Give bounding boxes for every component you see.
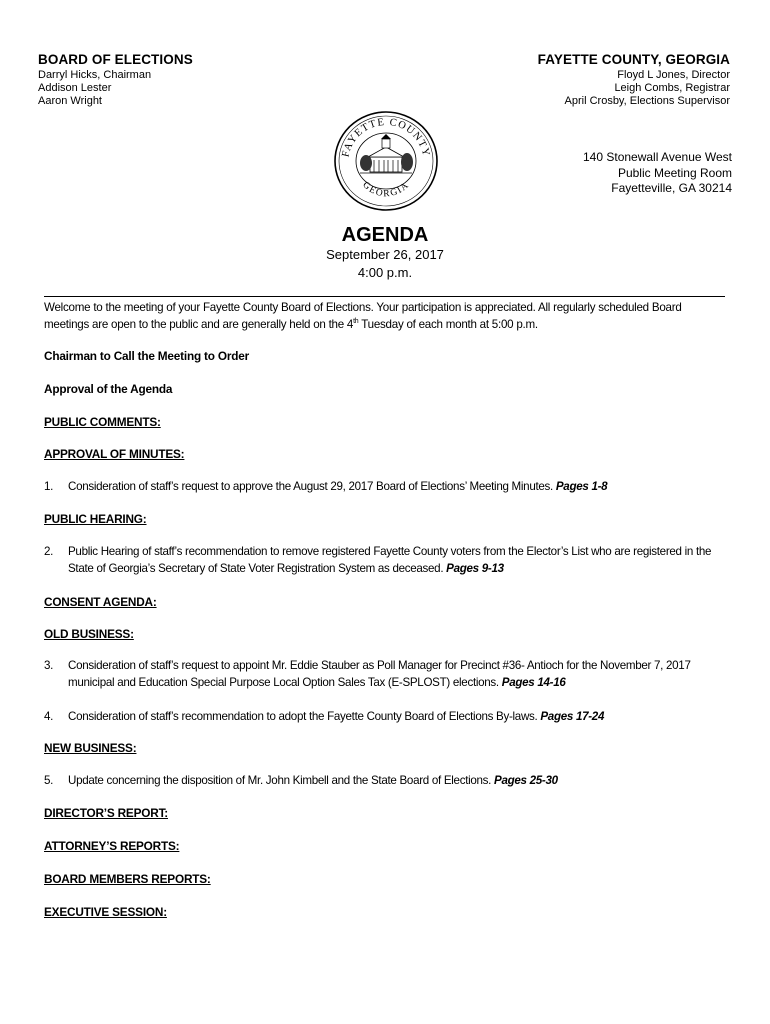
staff-director: Floyd L Jones, Director [617,69,730,81]
item-pages: Pages 1-8 [555,480,608,493]
board-member-2: Addison Lester [38,82,112,94]
call-to-order-heading: Chairman to Call the Meeting to Order [44,349,249,363]
new-business-heading: NEW BUSINESS: [44,741,137,755]
welcome-paragraph [44,299,744,333]
agenda-title: AGENDA [341,224,429,246]
welcome-line-2a: meetings are open to the public and are generally held on the 4 [44,318,354,331]
approval-agenda-heading: Approval of the Agenda [44,382,173,396]
board-member-chairman: Darryl Hicks, Chairman [38,69,152,81]
board-member-3: Aaron Wright [38,95,102,107]
directors-report-heading: DIRECTOR’S REPORT: [44,806,168,820]
welcome-line-2-sup: th [353,318,359,326]
svg-text:GEORGIA [360,180,411,199]
county-title: FAYETTE COUNTY, GEORGIA [537,52,730,67]
staff-registrar: Leigh Combs, Registrar [614,82,730,94]
address-street: 140 Stonewall Avenue West [583,150,732,164]
executive-session-heading: EXECUTIVE SESSION: [44,905,167,919]
old-business-heading: OLD BUSINESS: [44,627,134,641]
item-pages: Pages 9-13 [446,561,504,575]
welcome-line-2b: Tuesday of each month at 5:00 p.m. [358,318,538,331]
staff-supervisor: April Crosby, Elections Supervisor [564,95,730,107]
agenda-item-1 [44,479,734,496]
welcome-line-2 [44,316,744,333]
agenda-date: September 26, 2017 [326,247,444,262]
divider-line [44,296,725,297]
item-pages: Pages 17-24 [540,710,605,723]
item-text: Consideration of staff’s request to appoint Mr. Eddie Stauber as Poll Manager for Precinct #36- Antioch for the November 7, 2017 municipal and Education Special Purpose Local Option Sales Tax (E-SPLOST) elections. [68,659,691,689]
item-pages: Pages 25-30 [494,774,558,787]
agenda-time: 4:00 p.m. [357,265,413,280]
board-of-elections-title: BOARD OF ELECTIONS [38,52,193,67]
address-room: Public Meeting Room [617,165,732,180]
county-seal-icon [330,107,442,215]
item-pages: Pages 14-16 [501,675,566,689]
seal-bottom-text: GEORGIA [360,180,412,200]
approval-minutes-heading: APPROVAL OF MINUTES: [44,447,185,461]
item-text: Consideration of staff’s recommendation to adopt the Fayette County Board of Elections By-laws. [68,710,541,723]
public-hearing-heading: PUBLIC HEARING: [44,512,147,526]
welcome-line-1: Welcome to the meeting of your Fayette County Board of Elections. Your participation is appreciated. All regularly scheduled Board [44,301,682,314]
agenda-item-2 [44,544,734,577]
address-block [583,150,732,197]
item-text: Public Hearing of staff’s recommendation to remove registered Fayette County voters from the Elector’s List who are registered in the State of Georgia’s Secretary of State Voter Registration System as deceased. [68,545,712,575]
address-city: Fayetteville, GA 30214 [611,181,732,195]
seal-top-text: FAYETTE COUNTY [340,116,432,159]
public-comments-heading: PUBLIC COMMENTS: [44,415,161,429]
agenda-item-3 [44,658,734,691]
item-number: 5. [44,774,54,787]
board-members-reports-heading: BOARD MEMBERS REPORTS: [44,872,211,886]
agenda-item-5 [44,773,734,790]
item-number: 2. [44,545,54,558]
item-number: 3. [44,659,54,672]
attorneys-reports-heading: ATTORNEY’S REPORTS: [44,839,180,853]
item-text: Update concerning the disposition of Mr. John Kimbell and the State Board of Elections. [68,774,495,787]
consent-agenda-heading: CONSENT AGENDA: [44,595,157,609]
item-number: 1. [44,480,54,493]
item-number: 4. [44,710,54,723]
item-text: Consideration of staff’s request to approve the August 29, 2017 Board of Elections’ Meeting Minutes. [68,480,556,493]
agenda-item-4 [44,709,734,726]
